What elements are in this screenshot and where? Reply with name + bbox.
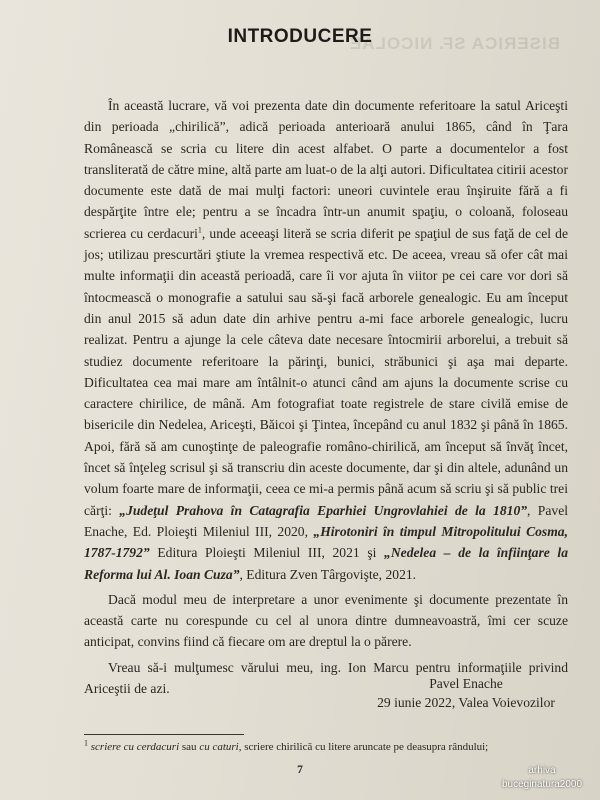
author-name: Pavel Enache <box>429 676 503 691</box>
signature-date: 29 iunie 2022, Valea Voievozilor <box>377 695 555 710</box>
watermark-line-1: arhiva <box>528 765 556 776</box>
paragraph-text: Dacă modul meu de interpretare a unor evenimente şi documente prezentate în această carte nu corespunde cu cel al unora dintre dumneavoastră, îmi cer scuze anticipat, convins fiind că fiecare om are dreptul la o părere. <box>84 591 568 650</box>
paragraph-text: În această lucrare, vă voi prezenta date din documente referitoare la satul Ariceşti din perioada „chirilică”, adică perioada anterioară anului 1865, când în Ţara Românească se scria cu litere din acest alfabet. O parte a documentelor a fost transliterată de către mine, altă parte am luat-o de la alţi autori. Dificultatea citirii acestor documente este dată de mai mulţi factori: uneori cuvintele erau înşiruite fără a fi despărţite între ele; pentru a se încadra într-un anumit spaţiu, o coloană, foloseau scrierea cu cerdacuri <box>84 98 568 241</box>
footnote-term-1: scriere cu cerdacuri <box>90 741 180 753</box>
footnote-definition: , scriere chirilică cu litere aruncate pe deasupra rândului; <box>238 741 489 753</box>
footnote-marker: 1 <box>84 738 88 748</box>
footnote-divider <box>84 734 244 735</box>
footnote <box>84 740 574 754</box>
paragraph-2 <box>84 589 568 653</box>
page-title: INTRODUCERE <box>227 26 373 47</box>
book-title: „Hirotoniri în timpul Mitropolitului Cosma, 1787-1792” <box>84 523 568 561</box>
paragraph-text: , Pavel Enache, Ed. Ploieşti Mileniul III, 2020, <box>84 502 568 539</box>
paragraph-text: , Editura Zven Târgovişte, 2021. <box>239 566 417 582</box>
paragraph-1 <box>84 95 568 585</box>
bleed-through-text: BISERICA SF. NICOLAE <box>348 34 560 53</box>
introduction-body <box>84 95 568 699</box>
paragraph-text: Vreau să-i mulţumesc vărului meu, ing. Ion Marcu pentru informaţiile privind Ariceştii de azi. <box>84 659 568 697</box>
footnote-term-2: cu caturi <box>199 741 239 753</box>
book-title: „Nedelea – de la înfiinţare la Reforma lui Al. Ioan Cuza” <box>84 545 568 582</box>
watermark-line-2: buceginatura2000 <box>501 779 583 790</box>
paragraph-text: Editura Ploieşti Mileniul III, 2021 şi <box>149 545 385 561</box>
watermark <box>492 764 592 792</box>
paragraph-text: , unde aceeaşi literă se scria diferit pe spaţiul de sus faţă de cel de jos; utilizau prescurtări ştiute la vremea respectivă etc. De aceea, vreau să ofer cât mai multe informaţii din această perioadă, care îi vor ajuta în viitor pe cei care vor dori să întocmească o monografie a satului sau să-şi facă arborele genealogic. Eu am început din anul 2015 să adun date din arhive pentru a-mi face arborele genealogic, lucru realizat. Pentru a ajunge la cele câteva date necesare întocmirii arborelui, a trebuit să studiez documente referitoare la părinţi, bunici, străbunici şi aşa mai departe. Dificultatea cea mai mare am întâlnit-o atunci când am ajuns la documente scrise cu caractere chirilice, de mână. Am fotografiat toate registrele de stare civilă emise de bisericile din Nedelea, Ariceşti, Băicoi şi Ţintea, începând cu anul 1832 şi până în 1865. Apoi, fără să am cunoştinţe de paleografie româno-chirilică, am început să învăţ încet, încet să înţeleg scrisul şi să transcriu din aceste documente, dar şi din altele, adunând un volum foarte mare de informaţii, ceea ce mi-a permis până acum să scriu şi să public trei cărţi: <box>84 225 568 518</box>
footnote-reference: 1 <box>197 225 202 235</box>
footnote-connector: sau <box>179 741 200 753</box>
book-title: „Judeţul Prahova în Catagrafia Eparhiei Ungrovlahiei de la 1810” <box>119 502 528 518</box>
page-number: 7 <box>297 764 303 776</box>
